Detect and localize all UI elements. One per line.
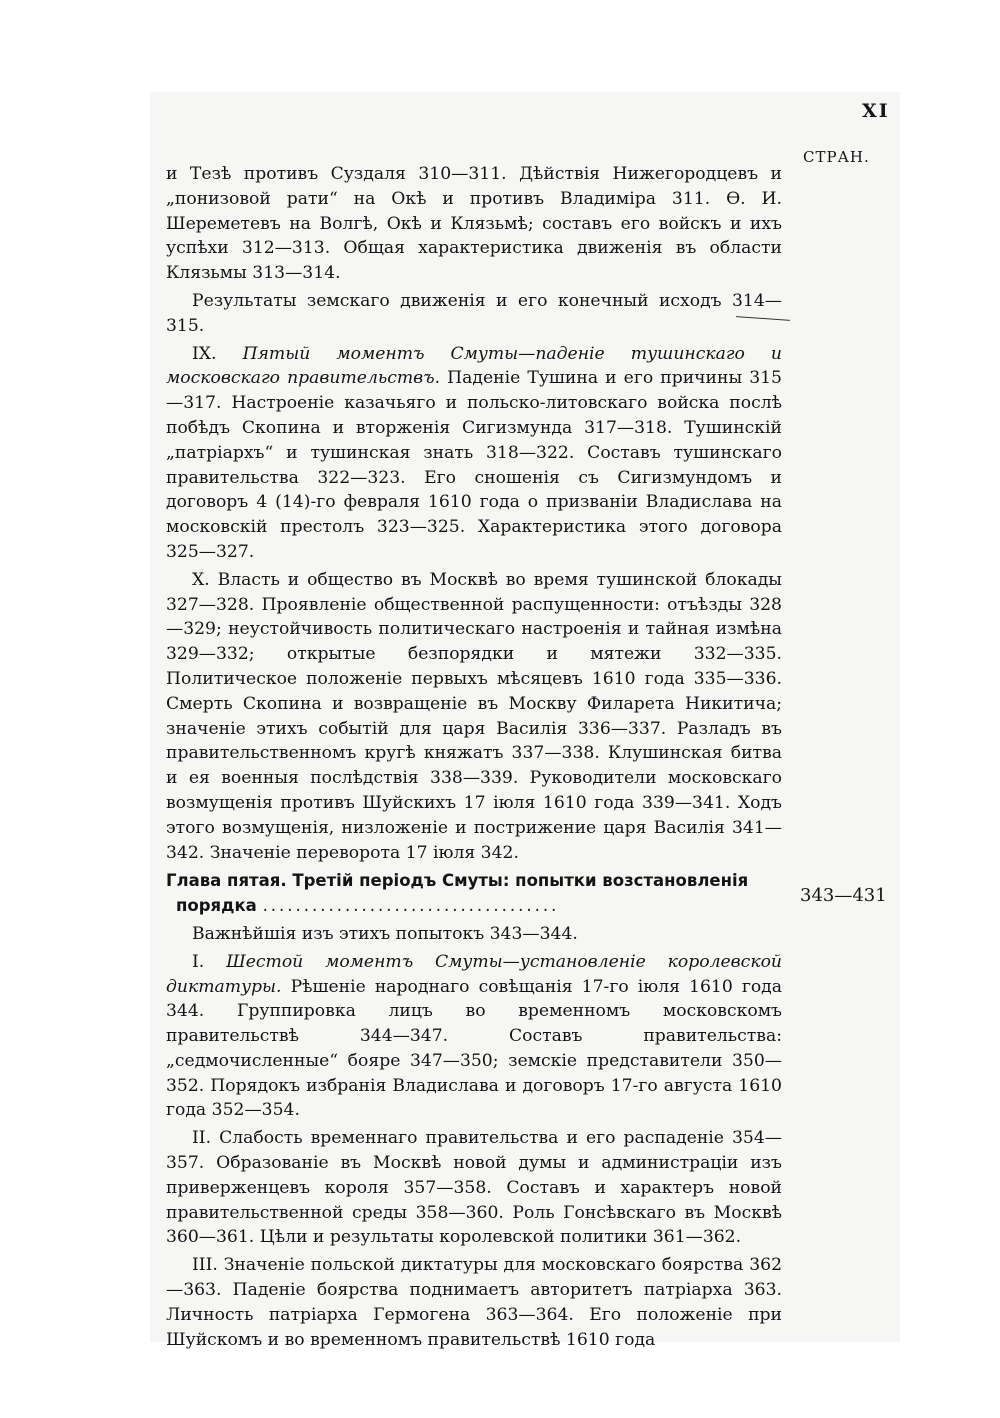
section-number: I. (192, 951, 205, 972)
section-title: Шестой моментъ Смуты—установленіе королевской диктатуры. (166, 951, 782, 997)
toc-paragraph: Важнѣйшія изъ этихъ попытокъ 343—344. (192, 923, 578, 944)
leader-dots: .................................... (262, 896, 560, 916)
toc-paragraph: X. Власть и общество въ Москвѣ во время тушинской блокады 327—328. Проявленіе общественной распущенности: отъѣзды 328—329; неустойчивость политическаго настроенія и тайная измѣна 329—332; открытые безпорядки и мятежи 332—335. Политическое положеніе первыхъ мѣсяцевъ 1610 года 335—336. Смерть Скопина и возвращеніе въ Москву Филарета Никитича; значеніе этихъ событій для царя Василія 336—337. Разладъ въ правительственномъ кругѣ княжатъ 337—338. Клушинская битва и ея военныя послѣдствія 338—339. Руководители московскаго возмущенія противъ Шуйскихъ 17 іюля 1610 года 339—341. Ходъ этого возмущенія, низложеніе и пострижение царя Василія 341—342. Значеніе переворота 17 іюля 342. (166, 569, 782, 863)
chapter-title-cont: порядка (176, 896, 257, 916)
section-number: IX. (192, 343, 217, 364)
section-title: Пятый моментъ Смуты—паденіе тушинскаго и московскаго правительствъ. (166, 343, 783, 389)
toc-body (166, 162, 782, 1352)
section-text: Паденіе Тушина и его причины 315—317. Настроеніе казачьяго и польско-литовскаго войска послѣ побѣдъ Скопина и вторженія Сигизмунда 317—318. Тушинскій „патріархъ“ и тушинская знать 318—322. Составъ тушинскаго правительства 322—323. Его сношенія съ Сигизмундомъ и договоръ 4 (14)-го февраля 1610 года о призваніи Владислава на московскій престолъ 323—325. Характеристика этого договора 325—327. (166, 368, 782, 562)
section-text: Рѣшеніе народнаго совѣщанія 17-го іюля 1610 года 344. Группировка лицъ во временномъ московскомъ правительствѣ 344—347. Составъ правительства: „седмочисленные“ бояре 347—350; земскіе представители 350—352. Порядокъ избранія Владислава и договоръ 17-го августа 1610 года 352—354. (166, 976, 783, 1121)
toc-paragraph: III. Значеніе польской диктатуры для московскаго боярства 362—363. Паденіе боярства поднимаетъ авторитетъ патріарха 363. Личность патріарха Гермогена 363—364. Его положеніе при Шуйскомъ и во временномъ правительствѣ 1610 года (166, 1255, 782, 1350)
pages-column-header: СТРАН. (803, 148, 870, 166)
chapter-heading (166, 869, 782, 919)
toc-paragraph (166, 950, 782, 1124)
chapter-page-range: 343—431 (800, 885, 887, 906)
page-number: XI (862, 100, 890, 122)
toc-paragraph: и Тезѣ противъ Суздаля 310—311. Дѣйствія Нижегородцевъ и „понизовой рати“ на Окѣ и противъ Владиміра 311. Ѳ. И. Шереметевъ на Волгѣ, Окѣ и Клязьмѣ; составъ его войскъ и ихъ успѣхи 312—313. Общая характеристика движенія въ области Клязьмы 313—314. (166, 164, 782, 284)
chapter-title: Глава пятая. Третій періодъ Смуты: попытки возстановленія (166, 871, 749, 891)
toc-paragraph: Результаты земскаго движенія и его конечный исходъ 314—315. (166, 290, 782, 336)
toc-paragraph (166, 342, 782, 565)
toc-paragraph: II. Слабость временнаго правительства и его распаденіе 354—357. Образованіе въ Москвѣ новой думы и администраціи изъ приверженцевъ короля 357—358. Составъ и характеръ новой правительственной среды 358—360. Роль Гонсѣвскаго въ Москвѣ 360—361. Цѣли и результаты королевской политики 361—362. (166, 1128, 782, 1248)
